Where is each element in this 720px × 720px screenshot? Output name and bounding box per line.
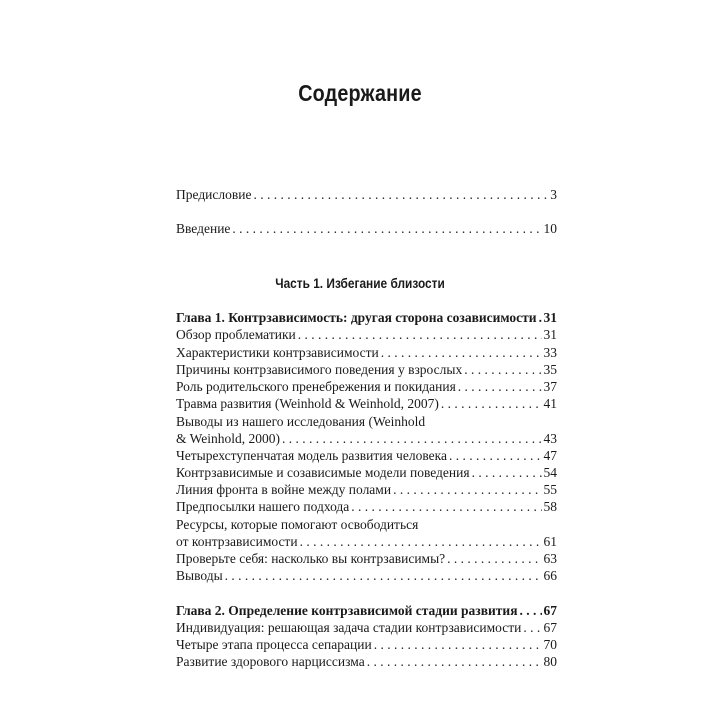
toc-entry-page: 80 <box>543 654 557 669</box>
toc-entry[interactable] <box>176 653 557 670</box>
toc-entry[interactable] <box>176 619 557 636</box>
toc-entry-preface[interactable] <box>176 186 557 203</box>
toc-chapter-2-heading[interactable] <box>176 602 557 619</box>
toc-entry[interactable] <box>176 326 557 343</box>
toc-entry[interactable] <box>176 550 557 567</box>
toc-entry-label: Травма развития (Weinhold & Weinhold, 2007) <box>176 396 439 411</box>
toc-entry-label: Индивидуация: решающая задача стадии контрзависимости <box>176 620 522 635</box>
toc-entry-label: Роль родительского пренебрежения и покидания <box>176 379 456 394</box>
toc-chapter-1-heading[interactable] <box>176 309 557 326</box>
toc-entry-label: Четырехступенчатая модель развития человека <box>176 448 447 463</box>
toc-entry[interactable] <box>176 464 557 481</box>
toc-entry-page: 31 <box>543 310 557 325</box>
toc-entry-page: 63 <box>543 551 557 566</box>
leader-dots <box>464 361 541 378</box>
toc-entry-introduction[interactable] <box>176 220 557 237</box>
toc-entry-page: 10 <box>543 221 557 236</box>
toc-entry[interactable] <box>176 567 557 584</box>
toc-entry-page: 54 <box>543 465 557 480</box>
toc-entry-page: 58 <box>543 499 557 514</box>
toc-entry[interactable] <box>176 361 557 378</box>
page-title: Содержание <box>298 80 422 106</box>
toc-entry-page: 67 <box>543 603 557 618</box>
leader-dots <box>351 498 541 515</box>
toc-entry-label: Предисловие <box>176 187 252 202</box>
toc-entry-page: 35 <box>543 362 557 377</box>
leader-dots <box>449 447 542 464</box>
toc-entry-label-line1: Ресурсы, которые помогают освободиться <box>176 517 419 532</box>
toc-entry[interactable] <box>176 636 557 653</box>
toc-entry-label: Контрзависимые и созависимые модели поведения <box>176 465 470 480</box>
toc-entry[interactable] <box>176 517 557 550</box>
toc-entry-label: Причины контрзависимого поведения у взрослых <box>176 362 463 377</box>
toc-entry-label: Глава 2. Определение контрзависимой стадии развития <box>176 603 518 618</box>
leader-dots <box>282 430 541 447</box>
toc-entry-label: Обзор проблематики <box>176 327 296 342</box>
toc-entry-page: 47 <box>543 448 557 463</box>
leader-dots <box>458 378 542 395</box>
toc-entry-page: 3 <box>550 187 557 202</box>
leader-dots <box>225 567 542 584</box>
toc-entry-page: 43 <box>543 431 557 446</box>
toc-entry-page: 70 <box>543 637 557 652</box>
toc-entry-page: 31 <box>543 327 557 342</box>
leader-dots <box>472 464 542 481</box>
toc-entry-label: Четыре этапа процесса сепарации <box>176 637 372 652</box>
leader-dots <box>253 186 548 203</box>
toc-entry-page: 66 <box>543 568 557 583</box>
leader-dots <box>367 653 542 670</box>
toc-entry[interactable] <box>176 498 557 515</box>
leader-dots <box>374 636 542 653</box>
leader-dots <box>539 309 542 326</box>
toc-entry-page: 55 <box>543 482 557 497</box>
toc-entry-label: Линия фронта в войне между полами <box>176 482 392 497</box>
leader-dots <box>298 326 542 343</box>
toc-entry-label: от контрзависимости <box>176 534 298 549</box>
toc-entry-label: Характеристики контрзависимости <box>176 345 379 360</box>
leader-dots <box>381 344 542 361</box>
leader-dots <box>441 395 542 412</box>
toc-entry-page: 33 <box>543 345 557 360</box>
part-1-title: Часть 1. Избегание близости <box>275 276 445 291</box>
leader-dots <box>447 550 541 567</box>
toc-entry-label: Развитие здорового нарциссизма <box>176 654 365 669</box>
leader-dots <box>520 602 542 619</box>
toc-entry-label: Выводы <box>176 568 223 583</box>
toc-entry-label: Глава 1. Контрзависимость: другая сторона созависимости <box>176 310 537 325</box>
toc-entry-page: 41 <box>543 396 557 411</box>
toc-entry-page: 67 <box>543 620 557 635</box>
toc-entry[interactable] <box>176 481 557 498</box>
leader-dots <box>232 220 541 237</box>
toc-entry-page: 37 <box>543 379 557 394</box>
toc-entry[interactable] <box>176 395 557 412</box>
leader-dots <box>523 619 541 636</box>
leader-dots <box>393 481 541 498</box>
toc-entry-label: & Weinhold, 2000) <box>176 431 281 446</box>
toc-entry-label: Проверьте себя: насколько вы контрзависимы? <box>176 551 446 566</box>
toc-entry-label-line1: Выводы из нашего исследования (Weinhold <box>176 414 426 429</box>
toc-entry[interactable] <box>176 414 557 447</box>
leader-dots <box>300 533 542 550</box>
toc-entry-page: 61 <box>543 534 557 549</box>
toc-entry-label: Введение <box>176 221 231 236</box>
toc-entry[interactable] <box>176 344 557 361</box>
toc-entry[interactable] <box>176 378 557 395</box>
toc-entry[interactable] <box>176 447 557 464</box>
toc-entry-label: Предпосылки нашего подхода <box>176 499 350 514</box>
